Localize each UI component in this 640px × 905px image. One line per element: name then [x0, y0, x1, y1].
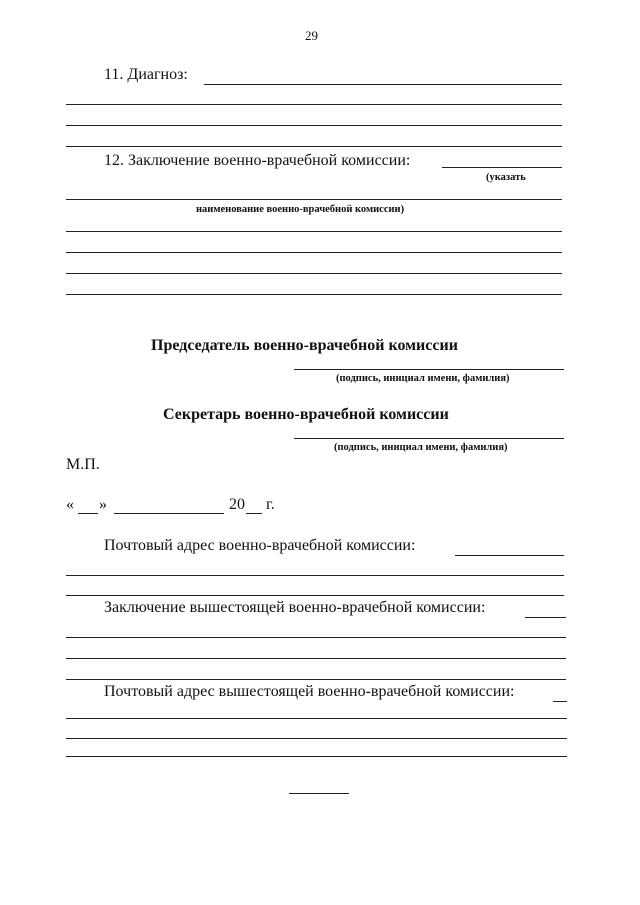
- diagnosis-field-line-4[interactable]: [66, 146, 562, 147]
- postal-address-label: Почтовый адрес военно-врачебной комиссии:: [104, 537, 416, 554]
- commission-name-hint-part2: наименование военно-врачебной комиссии): [196, 204, 405, 215]
- chairman-title: Председатель военно-врачебной комиссии: [151, 337, 458, 354]
- higher-postal-address-field-line-4[interactable]: [66, 756, 567, 757]
- chairman-signature-hint: (подпись, инициал имени, фамилия): [336, 373, 510, 384]
- higher-postal-address-field-line-2[interactable]: [66, 718, 567, 719]
- higher-conclusion-field-line-1[interactable]: [525, 617, 566, 618]
- date-month-field[interactable]: [114, 513, 224, 514]
- end-divider: [289, 793, 349, 794]
- date-year-field[interactable]: [246, 513, 262, 514]
- postal-address-field-line-1[interactable]: [455, 555, 564, 556]
- stamp-place-label: М.П.: [66, 456, 100, 473]
- diagnosis-label: 11. Диагноз:: [104, 66, 188, 83]
- higher-postal-address-field-line-3[interactable]: [66, 738, 567, 739]
- higher-conclusion-field-line-4[interactable]: [66, 679, 566, 680]
- date-day-field[interactable]: [78, 513, 98, 514]
- higher-conclusion-label: Заключение вышестоящей военно-врачебной комиссии:: [104, 599, 486, 616]
- diagnosis-field-line-2[interactable]: [66, 104, 562, 105]
- postal-address-field-line-3[interactable]: [66, 595, 564, 596]
- page-number: 29: [305, 28, 318, 43]
- date-year-prefix: 20: [229, 496, 245, 513]
- date-year-suffix: г.: [266, 496, 275, 513]
- higher-conclusion-field-line-2[interactable]: [66, 637, 566, 638]
- secretary-signature-hint: (подпись, инициал имени, фамилия): [334, 442, 508, 453]
- secretary-title: Секретарь военно-врачебной комиссии: [163, 406, 449, 423]
- diagnosis-field-line-1[interactable]: [204, 84, 562, 85]
- chairman-signature-line[interactable]: [294, 369, 564, 370]
- commission-conclusion-field-line-6[interactable]: [66, 294, 562, 295]
- postal-address-field-line-2[interactable]: [66, 575, 564, 576]
- higher-postal-address-label: Почтовый адрес вышестоящей военно-врачебной комиссии:: [104, 683, 515, 700]
- commission-conclusion-field-line-1[interactable]: [442, 167, 562, 168]
- commission-conclusion-field-line-2[interactable]: [66, 199, 562, 200]
- date-close-quote: »: [99, 496, 107, 513]
- commission-name-hint-part1: (указать: [486, 172, 526, 183]
- date-open-quote: «: [66, 496, 74, 513]
- commission-conclusion-field-line-5[interactable]: [66, 273, 562, 274]
- commission-conclusion-field-line-3[interactable]: [66, 231, 562, 232]
- commission-conclusion-field-line-4[interactable]: [66, 252, 562, 253]
- higher-conclusion-field-line-3[interactable]: [66, 658, 566, 659]
- diagnosis-field-line-3[interactable]: [66, 125, 562, 126]
- higher-postal-address-field-line-1[interactable]: [553, 701, 567, 702]
- secretary-signature-line[interactable]: [294, 438, 564, 439]
- commission-conclusion-label: 12. Заключение военно-врачебной комиссии:: [104, 152, 411, 169]
